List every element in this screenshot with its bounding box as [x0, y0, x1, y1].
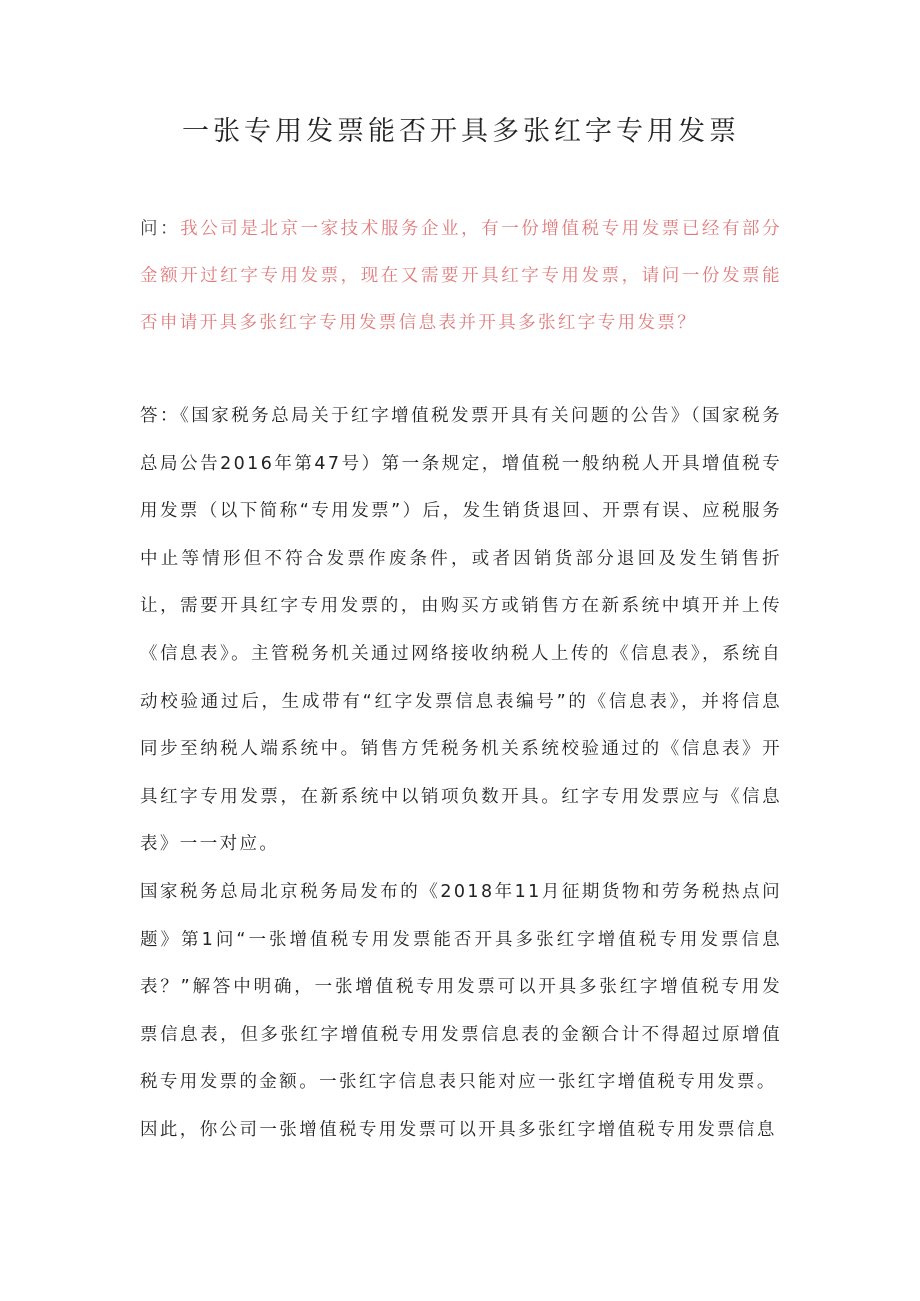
answer-paragraph — [140, 393, 782, 869]
answer-label: 答： — [140, 406, 180, 426]
body-paragraph-2: 国家税务总局北京税务局发布的《2018年11月征期货物和劳务税热点问题》第1问“一张增值税专用发票能否开具多张红字增值税专用发票信息表？”解答中明确，一张增值税专用发票可以开具多张红字增值税专用发票信息表，但多张红字增值税专用发票信息表的金额合计不得超过原增值税专用发票的金额。一张红字信息表只能对应一张红字增值税专用发票。 — [140, 881, 782, 1093]
body-paragraph-3: 因此，你公司一张增值税专用发票可以开具多张红字增值税专用发票信息 — [140, 1119, 777, 1140]
answer-text: 《国家税务总局关于红字增值税发票开具有关问题的公告》（国家税务总局公告2016年第47号）第一条规定，增值税一般纳税人开具增值税专用发票（以下简称“专用发票”）后，发生销货退回、开票有误、应税服务中止等情形但不符合发票作废条件，或者因销货部分退回及发生销售折让，需要开具红字专用发票的，由购买方或销售方在新系统中填开并上传《信息表》。主管税务机关通过网络接收纳税人上传的《信息表》，系统自动校验通过后，生成带有“红字发票信息表编号”的《信息表》，并将信息同步至纳税人端系统中。销售方凭税务机关系统校验通过的《信息表》开具红字专用发票，在新系统中以销项负数开具。红字专用发票应与《信息表》一一对应。 — [140, 406, 782, 855]
question-label: 问： — [140, 219, 181, 239]
document-title: 一张专用发票能否开具多张红字专用发票 — [182, 116, 740, 147]
question-text: 我公司是北京一家技术服务企业，有一份增值税专用发票已经有部分金额开过红字专用发票，现在又需要开具红字专用发票，请问一份发票能否申请开具多张红字专用发票信息表并开具多张红字专用发票？ — [140, 219, 782, 333]
question-paragraph — [140, 206, 782, 347]
